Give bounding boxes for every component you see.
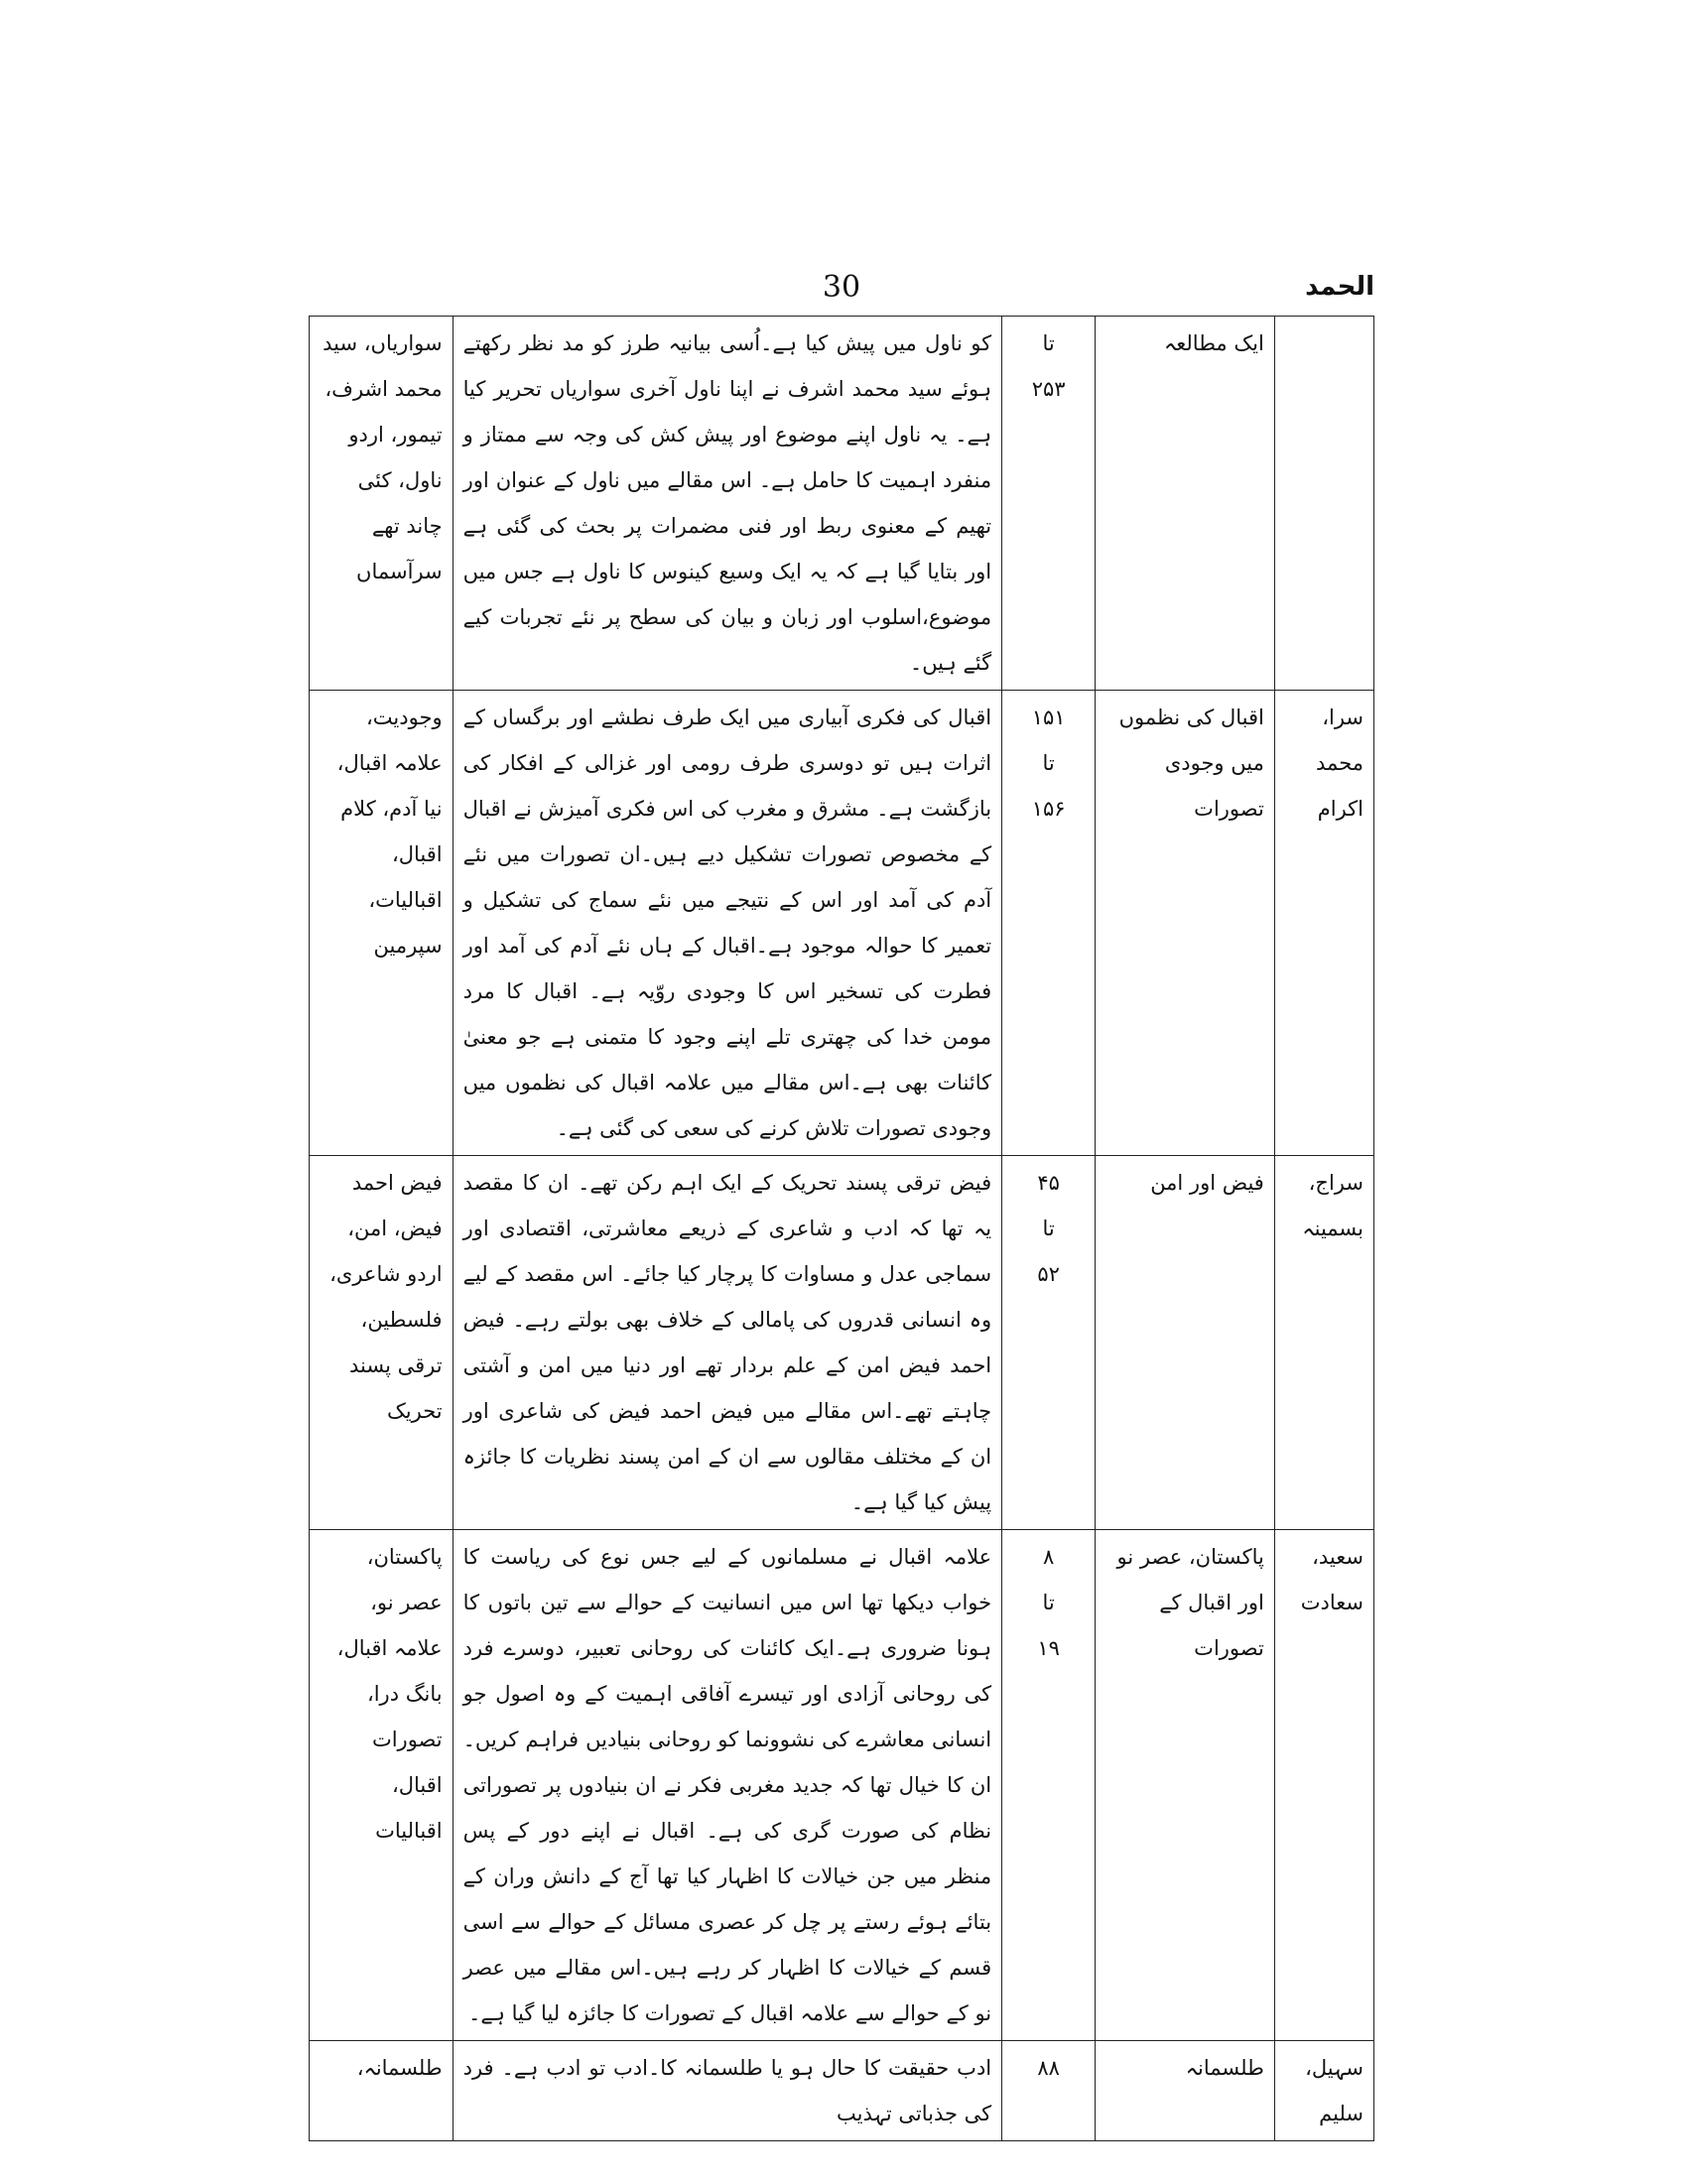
keywords-cell: فیض احمد فیض، امن، اردو شاعری، فلسطین، ترقی پسند تحریک (310, 1156, 454, 1530)
page-range-part: ۱۵۱ (1031, 706, 1066, 729)
title-cell: پاکستان، عصر نو اور اقبال کے تصورات (1096, 1530, 1275, 2041)
page-range-part: تا (1042, 751, 1055, 775)
page-range-part: ۲۵۳ (1031, 377, 1066, 401)
pages-cell (1002, 691, 1096, 1156)
journal-name: الحمد (1305, 272, 1374, 302)
table-row (310, 317, 1374, 691)
pages-cell (1002, 2041, 1096, 2141)
pages-cell (1002, 1156, 1096, 1530)
author-cell: سراج، بسمینہ (1274, 1156, 1373, 1530)
abstract-cell: فیض ترقی پسند تحریک کے ایک اہم رکن تھے۔ ان کا مقصد یہ تھا کہ ادب و شاعری کے ذریعے معاشرتی، اقتصادی اور سماجی عدل و مساوات کا پرچار کیا جائے۔ اس مقصد کے لیے وہ انسانی قدروں کی پامالی کے خلاف بھی بولتے رہے۔ فیض احمد فیض امن کے علم بردار تھے اور دنیا میں امن و آشتی چاہتے تھے۔اس مقالے میں فیض احمد فیض کی شاعری اور ان کے مختلف مقالوں سے ان کے امن پسند نظریات کا جائزہ پیش کیا گیا ہے۔ (453, 1156, 1002, 1530)
title-cell: ایک مطالعہ (1096, 317, 1275, 691)
page-range-part: ۵۲ (1037, 1262, 1060, 1286)
page-number: 30 (822, 270, 861, 305)
abstract-cell: اقبال کی فکری آبیاری میں ایک طرف نطشے اور برگساں کے اثرات ہیں تو دوسری طرف رومی اور غزالی کے افکار کی بازگشت ہے۔ مشرق و مغرب کی اس فکری آمیزش نے اقبال کے مخصوص تصورات تشکیل دیے ہیں۔ان تصورات میں نئے آدم کی آمد اور اس کے نتیجے میں نئے سماج کی تشکیل و تعمیر کا حوالہ موجود ہے۔اقبال کے ہاں نئے آدم کی آمد اور فطرت کی تسخیر اس کا وجودی روّیہ ہے۔ اقبال کا مرد مومن خدا کی چھتری تلے اپنے وجود کا متمنی ہے جو معنیٰ کائنات بھی ہے۔اس مقالے میں علامہ اقبال کی نظموں میں وجودی تصورات تلاش کرنے کی سعی کی گئی ہے۔ (453, 691, 1002, 1156)
page-range-part: ۱۵۶ (1031, 797, 1066, 821)
table-row (310, 1530, 1374, 2041)
author-cell: سرا، محمد اکرام (1274, 691, 1373, 1156)
page-range-part: ۴۵ (1037, 1171, 1060, 1195)
keywords-cell: طلسمانہ، (310, 2041, 454, 2141)
table-row (310, 2041, 1374, 2141)
page-range-part: ۸ (1042, 1545, 1055, 1569)
table-row (310, 691, 1374, 1156)
index-table (309, 316, 1374, 2141)
keywords-cell: سواریاں، سید محمد اشرف، تیمور، اردو ناول، کئی چاند تھے سرآسماں (310, 317, 454, 691)
author-cell: سعید، سعادت (1274, 1530, 1373, 2041)
page-range-part: تا (1042, 331, 1055, 355)
abstract-cell: ادب حقیقت کا حال ہو یا طلسمانہ کا۔ادب تو ادب ہے۔ فرد کی جذباتی تہذیب (453, 2041, 1002, 2141)
abstract-cell: علامہ اقبال نے مسلمانوں کے لیے جس نوع کی ریاست کا خواب دیکھا تھا اس میں انسانیت کے حوالے سے تین باتوں کا ہونا ضروری ہے۔ایک کائنات کی روحانی تعبیر، دوسرے فرد کی روحانی آزادی اور تیسرے آفاقی اہمیت کے وہ اصول جو انسانی معاشرے کی نشوونما کو روحانی بنیادیں فراہم کریں۔ ان کا خیال تھا کہ جدید مغربی فکر نے ان بنیادوں پر تصوراتی نظام کی صورت گری کی ہے۔ اقبال نے اپنے دور کے پس منظر میں جن خیالات کا اظہار کیا تھا آج کے دانش وران کے بتائے ہوئے رستے پر چل کر عصری مسائل کے حوالے سے اسی قسم کے خیالات کا اظہار کر رہے ہیں۔اس مقالے میں عصر نو کے حوالے سے علامہ اقبال کے تصورات کا جائزہ لیا گیا ہے۔ (453, 1530, 1002, 2041)
table-row (310, 1156, 1374, 1530)
page-range-part: تا (1042, 1217, 1055, 1240)
abstract-cell: کو ناول میں پیش کیا ہے۔اُسی بیانیہ طرز کو مد نظر رکھتے ہوئے سید محمد اشرف نے اپنا ناول آخری سواریاں تحریر کیا ہے۔ یہ ناول اپنے موضوع اور پیش کش کی وجہ سے ممتاز و منفرد اہمیت کا حامل ہے۔ اس مقالے میں ناول کے عنوان اور تھیم کے معنوی ربط اور فنی مضمرات پر بحث کی گئی ہے اور بتایا گیا ہے کہ یہ ایک وسیع کینوس کا ناول ہے جس میں موضوع،اسلوب اور زبان و بیان کی سطح پر نئے تجربات کیے گئے ہیں۔ (453, 317, 1002, 691)
pages-cell (1002, 1530, 1096, 2041)
title-cell: طلسمانہ (1096, 2041, 1275, 2141)
pages-cell (1002, 317, 1096, 691)
author-cell: سہیل، سلیم (1274, 2041, 1373, 2141)
author-cell (1274, 317, 1373, 691)
title-cell: فیض اور امن (1096, 1156, 1275, 1530)
page-range-part: ۸۸ (1037, 2056, 1060, 2080)
keywords-cell: پاکستان، عصر نو، علامہ اقبال، بانگ درا، تصورات اقبال، اقبالیات (310, 1530, 454, 2041)
page-header (309, 270, 1374, 314)
page-range-part: تا (1042, 1591, 1055, 1614)
page-range-part: ۱۹ (1037, 1636, 1060, 1660)
title-cell: اقبال کی نظموں میں وجودی تصورات (1096, 691, 1275, 1156)
keywords-cell: وجودیت، علامہ اقبال، نیا آدم، کلام اقبال، اقبالیات، سپرمین (310, 691, 454, 1156)
